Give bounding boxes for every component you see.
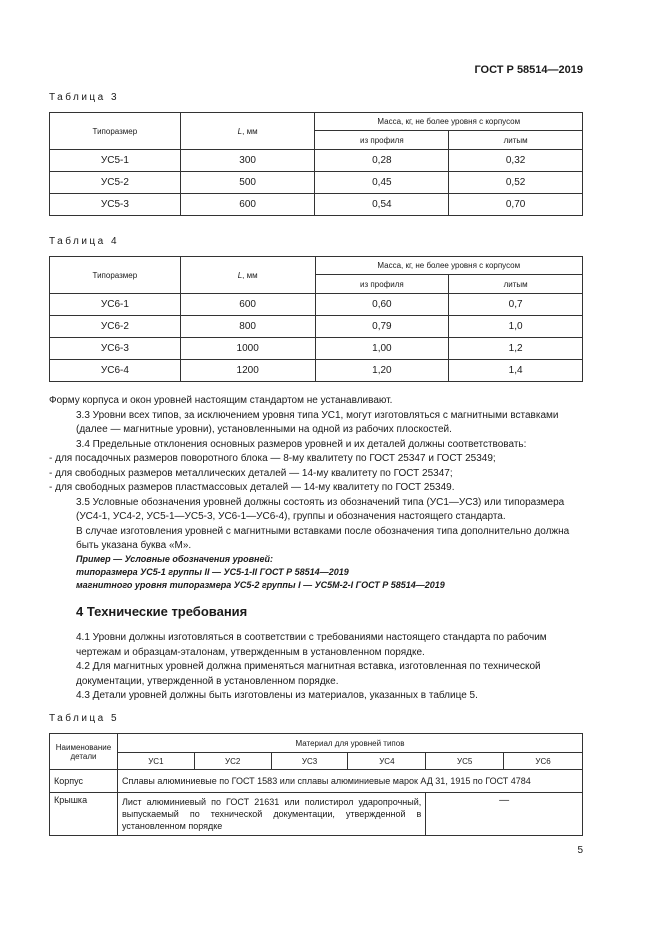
table-cell: 0,52 xyxy=(449,172,583,194)
table5-material-cell: Лист алюминиевый по ГОСТ 21631 или полистирол ударопрочный, выпускаемый по технической документации, утвержденной в установленном порядке xyxy=(117,793,425,836)
table3 xyxy=(49,112,583,216)
paragraph-text: 3.3 Уровни всех типов, за исключением уровня типа УС1, могут изготовляться с магнитными вставками (далее — магнитные уровни), установленными на одной из рабочих плоскостей. xyxy=(76,409,559,435)
paragraph: 3.4 Предельные отклонения основных размеров уровней и их деталей должны соответствовать: xyxy=(76,438,527,450)
example-title: Пример — Условные обозначения уровней: xyxy=(76,554,273,564)
paragraph: 4.1 Уровни должны изготовляться в соответствии с требованиями настоящего стандарта по рабочим чертежам и образцам-эталонам, утвержденным в установленном порядке. xyxy=(76,632,547,658)
example-line: магнитного уровня типоразмера УС5-2 группы I — УС5М-2-I ГОСТ Р 58514—2019 xyxy=(76,580,445,590)
table-cell: 1,00 xyxy=(315,338,449,360)
table3-header-mass: Масса, кг, не более уровня с корпусом xyxy=(315,113,583,131)
table-cell: 0,54 xyxy=(315,194,449,216)
table-cell: УС5-3 xyxy=(50,194,181,216)
table5 xyxy=(49,733,583,836)
table-cell: 1000 xyxy=(180,338,315,360)
table5-type-header: УС2 xyxy=(194,753,271,770)
table-cell: УС5-1 xyxy=(50,150,181,172)
table-cell: 800 xyxy=(180,316,315,338)
table-cell: УС5-2 xyxy=(50,172,181,194)
table5-type-header: УС5 xyxy=(426,753,504,770)
table-cell: 0,45 xyxy=(315,172,449,194)
table-row xyxy=(50,150,583,172)
table-row xyxy=(50,194,583,216)
table5-header-material: Материал для уровней типов xyxy=(117,734,582,753)
table-row xyxy=(50,338,583,360)
page-number: 5 xyxy=(577,845,583,856)
table5-dash-cell: — xyxy=(426,793,583,836)
table3-header-size: Типоразмер xyxy=(50,113,181,150)
section-heading: 4 Технические требования xyxy=(76,604,248,619)
table-cell: УС6-4 xyxy=(50,360,181,382)
table4 xyxy=(49,256,583,382)
table-cell: 0,70 xyxy=(449,194,583,216)
table-row xyxy=(50,294,583,316)
table-cell: 300 xyxy=(180,150,315,172)
table5-part-name: Корпус xyxy=(50,770,118,793)
table-cell: УС6-3 xyxy=(50,338,181,360)
table-row xyxy=(50,316,583,338)
paragraph: 3.5 Условные обозначения уровней должны состоять из обозначений типа (УС1—УС3) или типоразмера (УС4-1, УС4-2, УС5-1—УС5-3, УС6-1—УС6-4), группы и обозначения настоящего стандарта. xyxy=(76,496,565,522)
table-cell: 0,32 xyxy=(449,150,583,172)
table-cell: 1200 xyxy=(180,360,315,382)
table5-caption: Таблица 5 xyxy=(49,713,120,724)
paragraph xyxy=(49,409,583,438)
table5-header-part: Наименование детали xyxy=(50,734,118,770)
table5-part-name: Крышка xyxy=(50,793,118,836)
table-cell: 0,79 xyxy=(315,316,449,338)
paragraph: 4.3 Детали уровней должны быть изготовлены из материалов, указанных в таблице 5. xyxy=(76,690,478,701)
table3-header-profile: из профиля xyxy=(315,131,449,150)
document-header: ГОСТ Р 58514—2019 xyxy=(474,64,583,76)
list-item: - для посадочных размеров поворотного блока — 8-му квалитету по ГОСТ 25347 и ГОСТ 25349; xyxy=(49,453,496,464)
table5-type-header: УС3 xyxy=(271,753,348,770)
example-block xyxy=(76,553,445,592)
table-row xyxy=(50,793,583,836)
table-cell: 600 xyxy=(180,294,315,316)
table-cell: 1,4 xyxy=(449,360,583,382)
table3-header-length: L, мм xyxy=(180,113,315,150)
table-cell: 1,0 xyxy=(449,316,583,338)
table3-header-cast: литым xyxy=(449,131,583,150)
table-cell: 0,28 xyxy=(315,150,449,172)
table5-type-header: УС4 xyxy=(348,753,426,770)
list-item: - для свободных размеров пластмассовых деталей — 14-му квалитету по ГОСТ 25349. xyxy=(49,482,455,493)
example-line: типоразмера УС5-1 группы II — УС5-1-II ГОСТ Р 58514—2019 xyxy=(76,567,349,577)
table-cell: 0,60 xyxy=(315,294,449,316)
paragraph: Форму корпуса и окон уровней настоящим стандартом не устанавливают. xyxy=(49,395,393,406)
table4-caption: Таблица 4 xyxy=(49,236,120,247)
table-cell: 600 xyxy=(180,194,315,216)
table-cell: УС6-2 xyxy=(50,316,181,338)
table-row xyxy=(50,360,583,382)
body-text-section-4 xyxy=(76,631,583,704)
table4-header-mass: Масса, кг, не более уровня с корпусом xyxy=(315,257,583,275)
table5-material-cell: Сплавы алюминиевые по ГОСТ 1583 или сплавы алюминиевые марок АД 31, 1915 по ГОСТ 4784 xyxy=(117,770,582,793)
table-cell: УС6-1 xyxy=(50,294,181,316)
table-row xyxy=(50,770,583,793)
table-row xyxy=(50,172,583,194)
table-cell: 500 xyxy=(180,172,315,194)
table4-header-length: L, мм xyxy=(180,257,315,294)
table4-header-size: Типоразмер xyxy=(50,257,181,294)
paragraph: 4.2 Для магнитных уровней должна применяться магнитная вставка, изготовленная по технической документации, утвержденной в установленном порядке. xyxy=(76,661,541,687)
body-text-section-3 xyxy=(49,394,583,554)
table-cell: 1,2 xyxy=(449,338,583,360)
table3-caption: Таблица 3 xyxy=(49,92,120,103)
list-item: - для свободных размеров металлических деталей — 14-му квалитету по ГОСТ 25347; xyxy=(49,467,453,479)
table4-header-cast: литым xyxy=(449,275,583,294)
table5-type-header: УС1 xyxy=(117,753,194,770)
table-cell: 1,20 xyxy=(315,360,449,382)
table4-header-profile: из профиля xyxy=(315,275,449,294)
paragraph: В случае изготовления уровней с магнитными вставками после обозначения типа дополнительно должна быть указана буква «М». xyxy=(76,525,570,551)
table5-type-header: УС6 xyxy=(504,753,583,770)
table-cell: 0,7 xyxy=(449,294,583,316)
